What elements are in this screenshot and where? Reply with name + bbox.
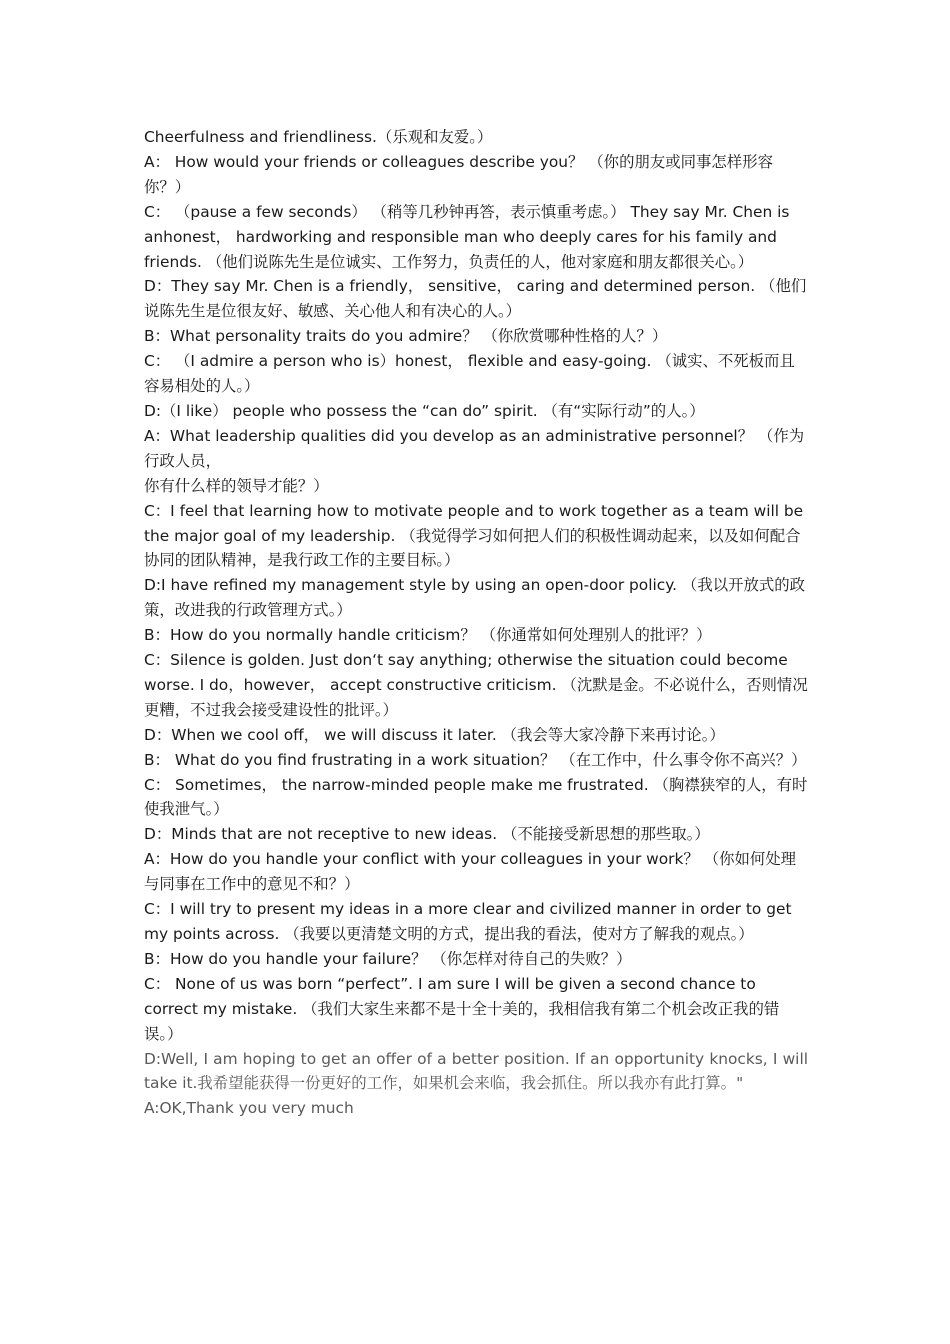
dialogue-line: B：How do you handle your failure？ （你怎样对待自己的失败？） <box>144 949 632 968</box>
dialogue-line: B：How do you normally handle criticism？ （你通常如何处理别人的批评？） <box>144 626 712 645</box>
dialogue-line: A：What leadership qualities did you develop as an administrative personnel？ （作为行政人员， <box>144 426 805 470</box>
dialogue-line: B：What personality traits do you admire？ （你欣赏哪种性格的人？） <box>144 327 668 346</box>
dialogue-line: D：They say Mr. Chen is a friendly， sensitive， caring and determined person. （他们说陈先生是位很友好、敏感、关心他人和有决心的人。） <box>144 277 807 321</box>
dialogue-line: C： Sometimes， the narrow-minded people make me frustrated. （胸襟狭窄的人，有时使我泄气。） <box>144 775 808 819</box>
document-page <box>144 125 808 1121</box>
dialogue-line: C： （I admire a person who is）honest， flexible and easy-going. （诚实、不死板而且容易相处的人。） <box>144 352 795 396</box>
dialogue-line: D:Well, I am hoping to get an offer of a better position. If an opportunity knocks, I will take it.我希望能获得一份更好的工作，如果机会来临，我会抓住。所以我亦有此打算。" <box>144 1049 808 1093</box>
dialogue-line: A:OK,Thank you very much <box>144 1099 354 1118</box>
dialogue-line: D:（I like） people who possess the “can do” spirit. （有“实际行动”的人。） <box>144 401 705 420</box>
dialogue-line: C：Silence is golden. Just don‘t say anything; otherwise the situation could become worse. I do，however， accept constructive criticism. （沈默是金。不必说什么，否则情况更糟，不过我会接受建设性的批评。） <box>144 651 808 719</box>
dialogue-line: C：I feel that learning how to motivate people and to work together as a team will be the major goal of my leadership. （我觉得学习如何把人们的积极性调动起来，以及如何配合协同的团队精神，是我行政工作的主要目标。） <box>144 501 804 570</box>
dialogue-line: A：How do you handle your conflict with your colleagues in your work？ （你如何处理与同事在工作中的意见不和？） <box>144 850 797 894</box>
dialogue-line: C： None of us was born “perfect”. I am sure I will be given a second chance to correct my mistake. （我们大家生来都不是十全十美的，我相信我有第二个机会改正我的错误。） <box>144 974 780 1043</box>
dialogue-line: C： （pause a few seconds） （稍等几秒钟再答，表示慎重考虑。） They say Mr. Chen is anhonest， hardworking and responsible man who deeply cares for his family and friends. （他们说陈先生是位诚实、工作努力，负责任的人，他对家庭和朋友都很关心。） <box>144 202 790 271</box>
dialogue-line: B： What do you find frustrating in a work situation？ （在工作中，什么事令你不高兴？） <box>144 750 807 769</box>
dialogue-line: Cheerfulness and friendliness.（乐观和友爱。） <box>144 128 493 146</box>
dialogue-line: D：Minds that are not receptive to new ideas. （不能接受新思想的那些取。） <box>144 825 710 844</box>
dialogue-line: C：I will try to present my ideas in a more clear and civilized manner in order to get my points across. （我要以更清楚文明的方式，提出我的看法，使对方了解我的观点。） <box>144 900 792 943</box>
dialogue-line: 你有什么样的领导才能？） <box>144 476 329 495</box>
dialogue-line: D:I have refined my management style by using an open-door policy. （我以开放式的政策，改进我的行政管理方式。） <box>144 576 806 620</box>
dialogue-line: A： How would your friends or colleagues describe you？ （你的朋友或同事怎样形容你？） <box>144 152 773 196</box>
dialogue-line: D：When we cool off， we will discuss it later. （我会等大家冷静下来再讨论。） <box>144 725 725 744</box>
